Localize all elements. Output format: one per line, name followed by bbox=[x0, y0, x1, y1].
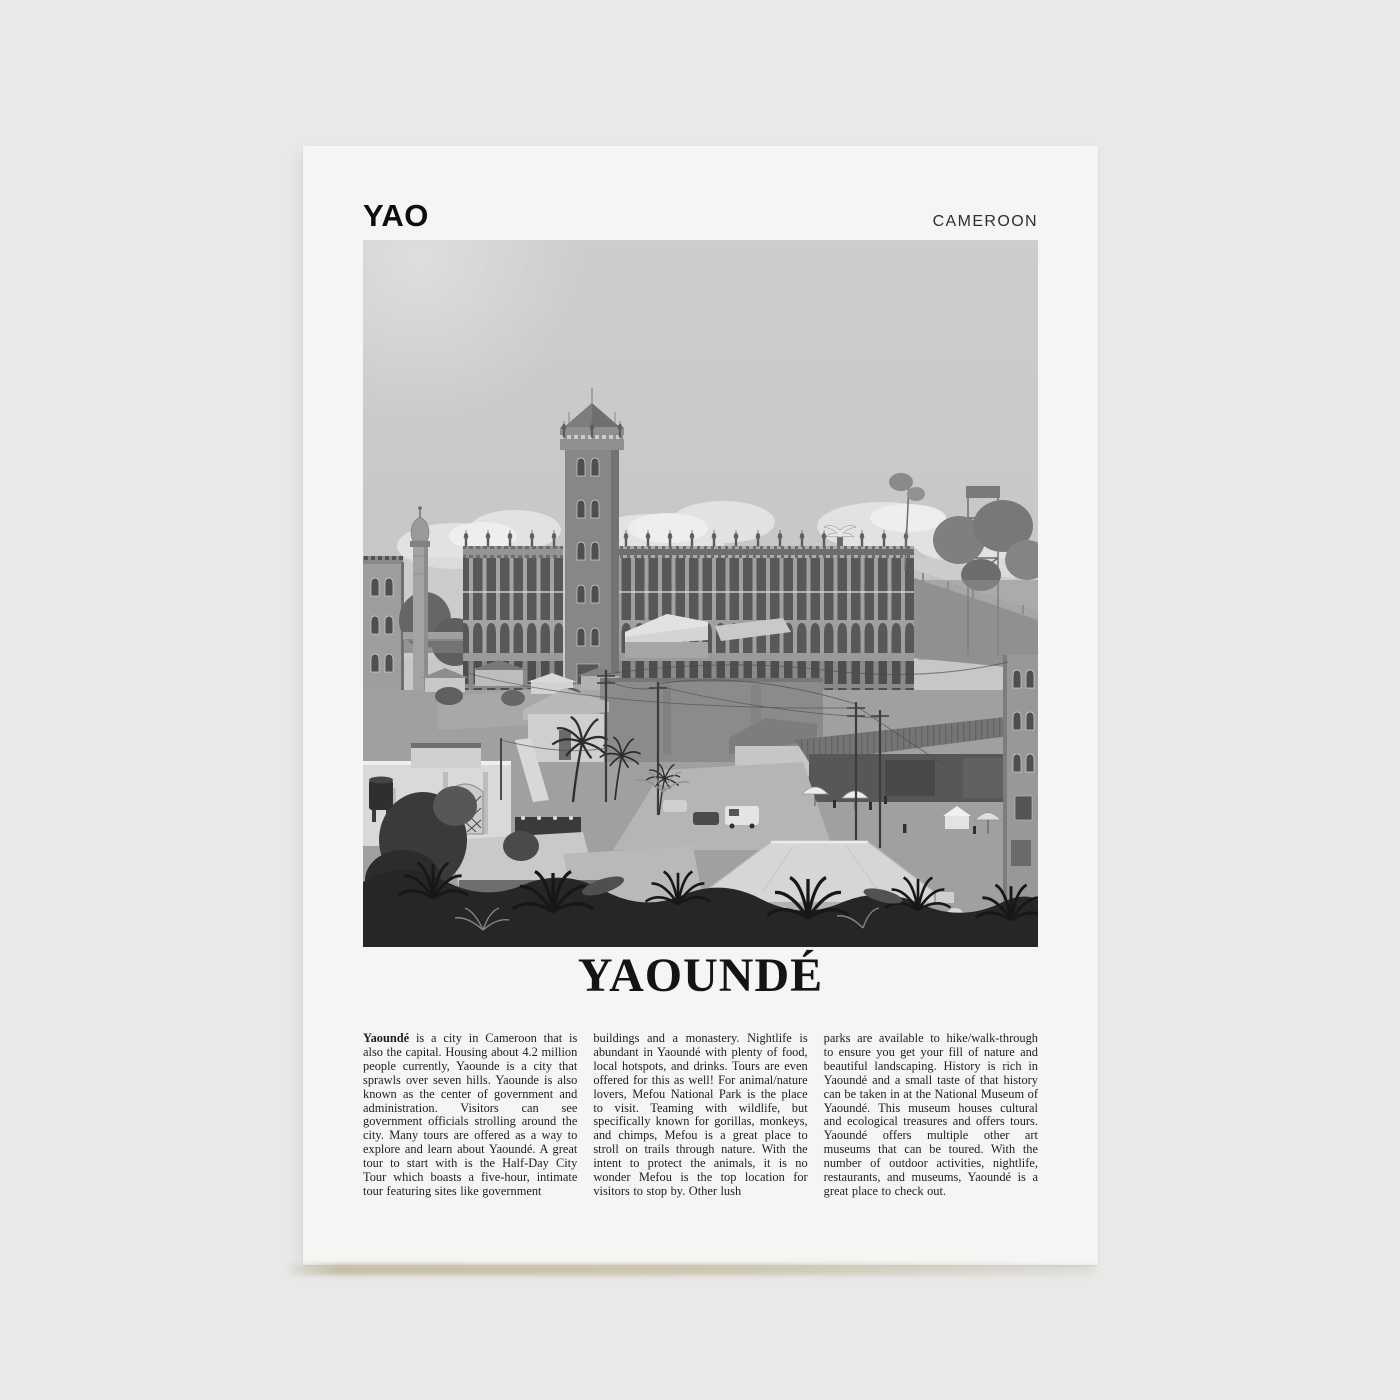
article-lead-word: Yaoundé bbox=[363, 1031, 410, 1045]
article-column-3-text: parks are available to hike/walk-through to ensure you get your fill of nature and beautiful landscaping. History is rich in Yaoundé and a small taste of that history can be taken in at the National Museum of Yaoundé. This museum houses cultural and ecological treasures and offers tours. Yaoundé offers multiple other art museums that can be toured. With the number of outdoor activities, nightlife, restaurants, and museums, Yaoundé is a great place to check out. bbox=[823, 1031, 1038, 1198]
article bbox=[363, 1032, 1038, 1199]
country-label: CAMEROON bbox=[932, 213, 1038, 230]
article-column-1-text: is a city in Cameroon that is also the capital. Housing about 4.2 million people currently, Yaounde is a city that sprawls over seven hills. Yaounde is also known as the center of government and administration. Visitors can see government officials strolling around the city. Many tours are offered as a way to explore and learn about Yaoundé. A great tour to start with is the Half-Day City Tour which boasts a five-hour, intimate tour featuring sites like government bbox=[363, 1031, 578, 1198]
onion-dome-turret bbox=[410, 506, 430, 700]
article-column-2-text: buildings and a monastery. Nightlife is abundant in Yaoundé with plenty of food, local hotspots, and drinks. Tours are even offered for this as well! For animal/nature lovers, Mefou National Park is the place to visit. Teaming with wildlife, but specifically known for gorillas, monkeys, and chimps, Mefou is a great place to stroll on trails through nature. With the intent to protect the animals, it is no wonder Mefou is the top location for visitors to stop by. Other lush bbox=[593, 1031, 808, 1198]
article-column-1 bbox=[363, 1032, 577, 1199]
city-photo bbox=[363, 240, 1038, 947]
article-column-3 bbox=[824, 1032, 1038, 1199]
poster-header bbox=[363, 198, 1038, 234]
travel-poster bbox=[303, 146, 1098, 1265]
minaret-tower bbox=[560, 388, 624, 700]
poster-title: YAOUNDÉ bbox=[577, 949, 824, 1002]
city-photo-illustration bbox=[363, 240, 1038, 947]
article-column-2 bbox=[593, 1032, 807, 1199]
city-code-label: YAO bbox=[363, 198, 429, 233]
